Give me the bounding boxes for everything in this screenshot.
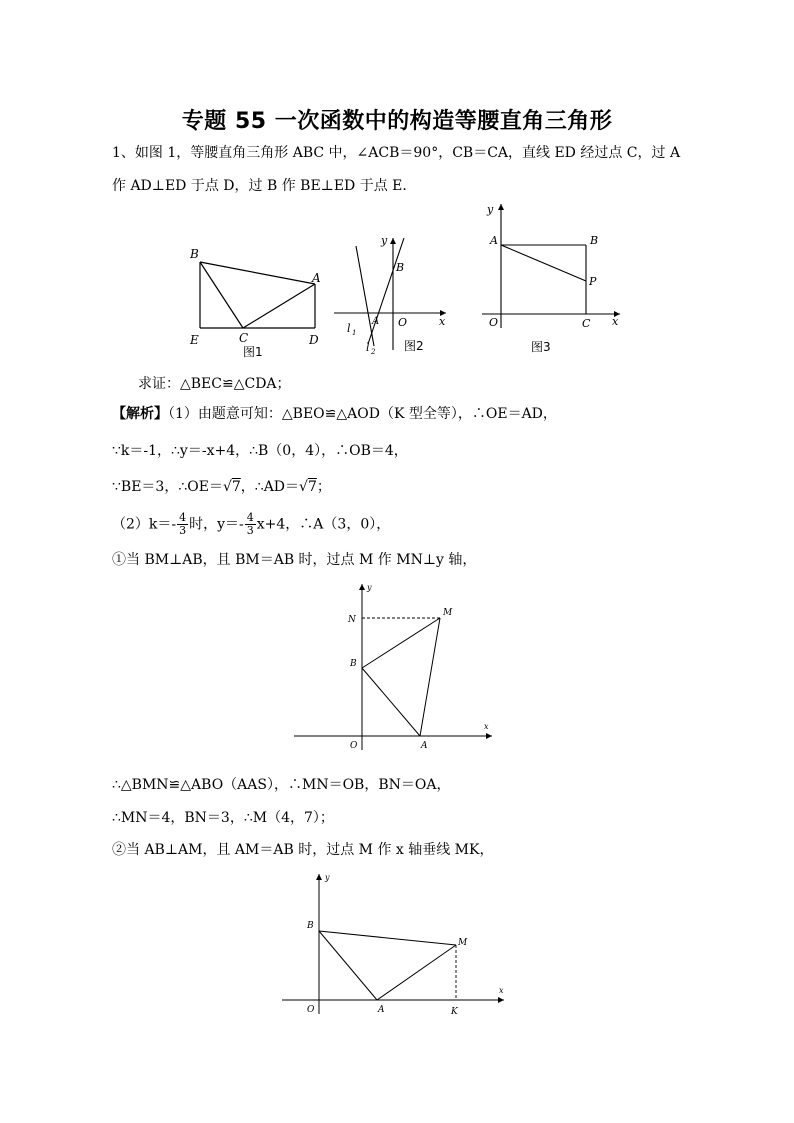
solution-step-1: （1）由题意可知：△BEO≌△AOD（K 型全等），∴OE＝AD， — [168, 406, 557, 422]
solution-step-3b: ，∴AD＝ — [240, 479, 300, 495]
fig5-label-A: A — [378, 1005, 385, 1015]
fig4-label-A: A — [421, 741, 428, 751]
solution-step-3c: ； — [316, 479, 331, 495]
solution-line-3 — [112, 477, 331, 497]
fig5-label-O: O — [307, 1005, 315, 1015]
figure-2 — [330, 228, 450, 363]
fig2-label-O: O — [398, 316, 408, 329]
case-1-congruence: ∴△BMN≌△ABO（AAS），∴MN＝OB，BN＝OA， — [112, 777, 451, 793]
fig5-label-B: B — [307, 921, 314, 931]
fig2-label-y: y — [381, 234, 388, 247]
fig4-label-N: N — [348, 615, 356, 625]
fig4-label-x: x — [484, 722, 489, 731]
figure-4 — [290, 578, 500, 750]
fig2-label-x: x — [439, 315, 446, 328]
figure-3 — [470, 198, 630, 358]
sqrt-symbol: √7 — [222, 479, 241, 495]
fig5-label-M: M — [458, 938, 468, 948]
fig5-label-K: K — [451, 1007, 458, 1017]
solution-step-4b: 时，y＝- — [189, 516, 244, 533]
fig3-label-A: A — [490, 234, 498, 247]
fig1-label-D: D — [309, 333, 319, 347]
fig3-caption: 图3 — [531, 340, 551, 354]
fig2-label-l1: l — [347, 322, 351, 335]
fig2-caption: 图2 — [404, 339, 424, 353]
fig2-label-l2: l — [366, 341, 370, 354]
solution-step-4a: （2）k＝- — [112, 516, 177, 533]
fig3-label-O: O — [489, 316, 499, 329]
sqrt-symbol-2: √7 — [299, 479, 317, 495]
fraction-4-3: $\frac{4}{3}$ — [179, 511, 187, 537]
prove-line: 求证：△BEC≌△CDA； — [138, 376, 291, 392]
fig1-label-B: B — [190, 247, 199, 261]
fig3-label-y: y — [487, 203, 494, 216]
fig1-label-E: E — [190, 333, 199, 347]
solution-line-1 — [112, 404, 557, 424]
solution-step-4c: x+4，∴A（3，0）， — [256, 516, 391, 533]
page-title: 专题 55 一次函数中的构造等腰直角三角形 — [181, 109, 613, 134]
solution-tag: 【解析】 — [112, 406, 168, 422]
fig3-label-P: P — [589, 275, 597, 288]
fig1-caption: 图1 — [243, 345, 263, 359]
fig4-label-O: O — [350, 741, 358, 751]
fig5-label-y: y — [325, 873, 330, 882]
fig2-label-A: A — [372, 316, 380, 327]
fig3-label-x: x — [612, 315, 619, 328]
fig3-label-C: C — [582, 317, 591, 330]
problem-line-2: 作 AD⊥ED 于点 D，过 B 作 BE⊥ED 于点 E． — [112, 178, 417, 194]
fig1-label-A: A — [312, 271, 321, 285]
figure-1 — [185, 240, 335, 365]
fig4-label-y: y — [367, 583, 372, 592]
fig3-label-B: B — [590, 234, 599, 247]
case-2-line: ②当 AB⊥AM，且 AM＝AB 时，过点 M 作 x 轴垂线 MK， — [112, 842, 494, 858]
solution-line-4 — [112, 512, 390, 537]
fig4-label-B: B — [350, 659, 357, 669]
fig1-label-C: C — [239, 331, 249, 345]
fig2-label-l2-sub: 2 — [371, 348, 376, 356]
case-1-line: ①当 BM⊥AB，且 BM＝AB 时，过点 M 作 MN⊥y 轴， — [112, 552, 477, 568]
solution-line-2: ∵k＝-1，∴y＝-x+4，∴B（0，4），∴OB＝4， — [112, 443, 408, 459]
fig5-label-x: x — [499, 986, 504, 995]
fig4-label-M: M — [443, 608, 453, 618]
solution-step-3a: ∵BE＝3，∴OE＝ — [112, 479, 223, 495]
problem-line-1: 1、如图 1，等腰直角三角形 ABC 中，∠ACB＝90°，CB＝CA，直线 ED 经过点 C，过 A — [112, 145, 681, 161]
figure-5 — [278, 868, 510, 1020]
fig2-label-B: B — [396, 261, 405, 274]
case-1-result: ∴MN＝4，BN＝3，∴M（4，7）； — [112, 810, 334, 826]
fig2-label-l1-sub: 1 — [352, 329, 357, 337]
fraction-4-3-b: $\frac{4}{3}$ — [246, 511, 254, 537]
